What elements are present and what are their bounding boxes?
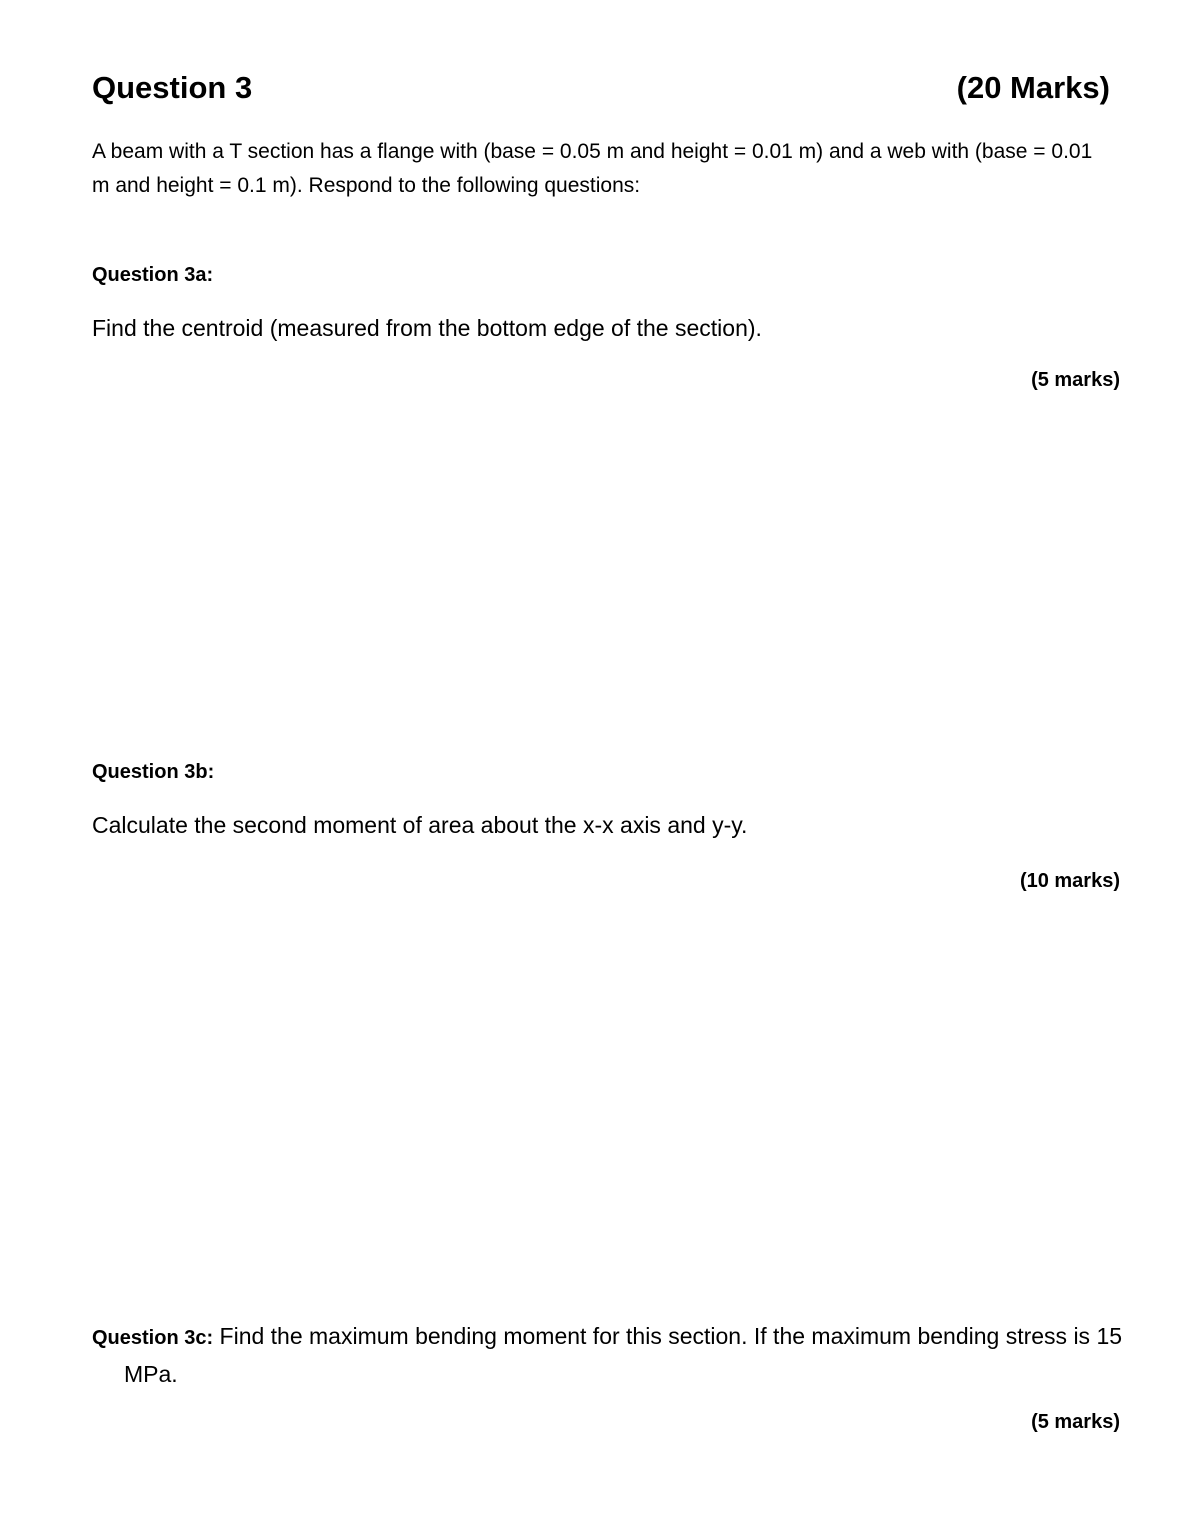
question-3b-heading: Question 3b: [92, 761, 215, 783]
total-marks: (20 Marks) [956, 70, 1110, 105]
question-title: Question 3 [92, 70, 253, 105]
question-3a-prompt: Find the centroid (measured from the bottom edge of the section). [92, 315, 762, 341]
question-3a-marks: (5 marks) [1031, 369, 1120, 391]
question-3c [92, 1318, 1134, 1392]
question-3c-heading: Question 3c: [92, 1327, 214, 1349]
question-3a-heading: Question 3a: [92, 264, 214, 286]
question-3c-prompt: Find the maximum bending moment for this section. If the maximum bending stress is 15 MPa. [124, 1323, 1123, 1387]
question-3b-prompt: Calculate the second moment of area about the x-x axis and y-y. [92, 812, 748, 838]
question-3b-marks: (10 marks) [1019, 870, 1120, 892]
question-3c-marks: (5 marks) [1031, 1411, 1120, 1433]
problem-statement: A beam with a T section has a flange with (base = 0.05 m and height = 0.01 m) and a web with (base = 0.01 m and height = 0.1 m). Respond to the following questions: [92, 140, 1093, 197]
